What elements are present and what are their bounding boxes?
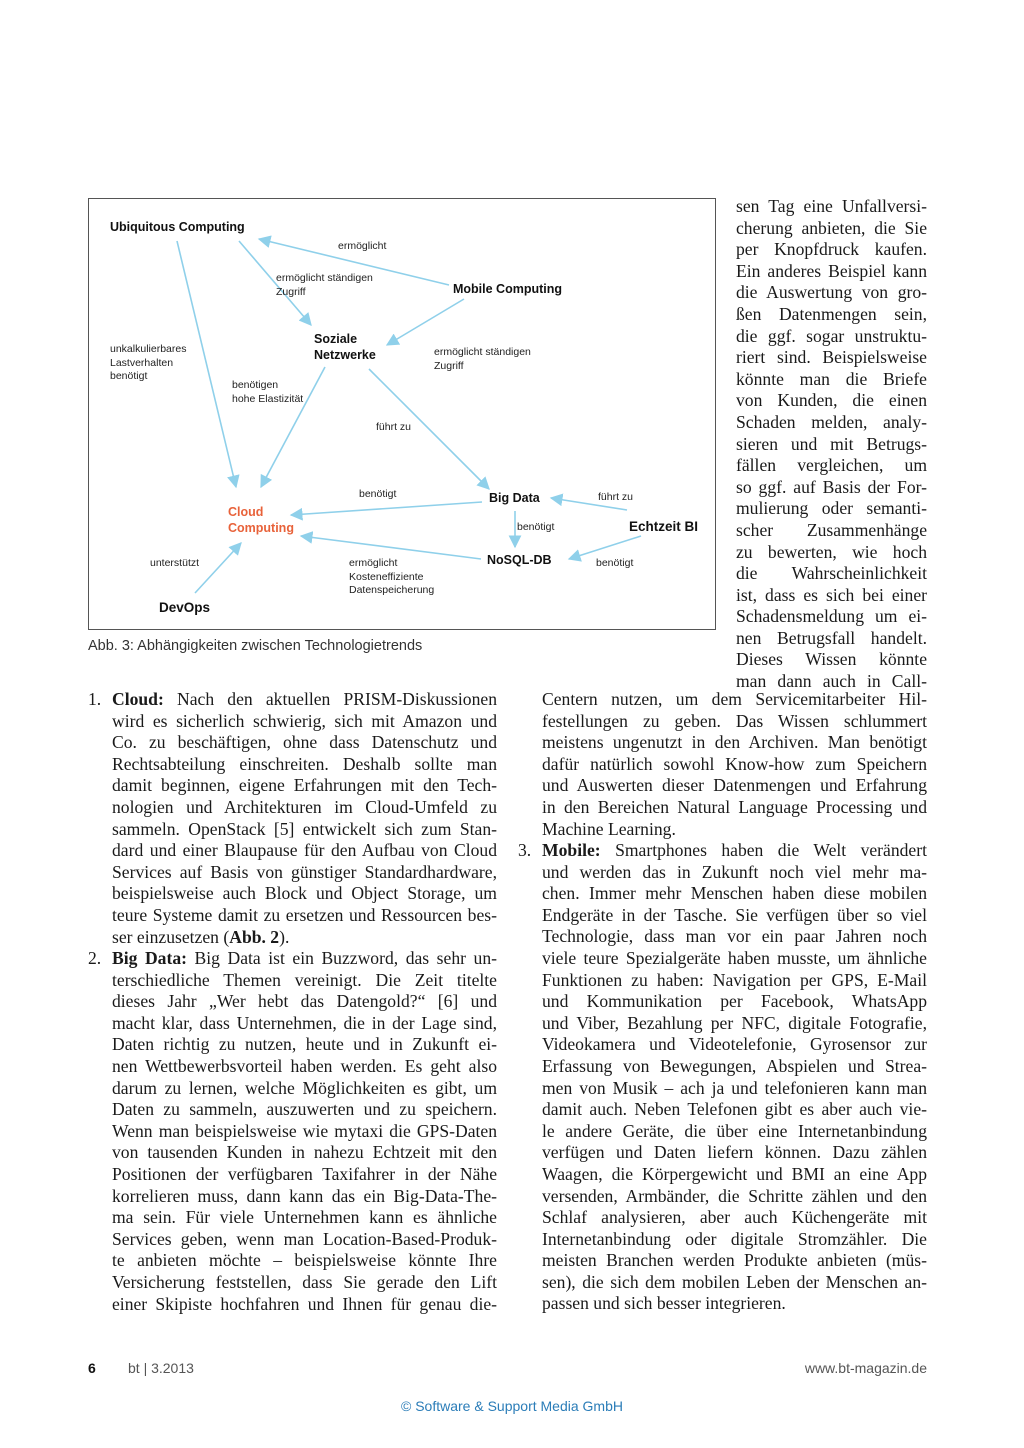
edge-label-elastizitaet-2: hohe Elastizität: [232, 392, 304, 405]
node-echtzeit-bi: Echtzeit BI: [629, 519, 699, 534]
text-line: passen und sich besser integrieren.: [542, 1293, 786, 1314]
text-line: Co. zu beschäftigen, ohne dass Datenschutz und: [112, 732, 497, 753]
text-line: die ggf. sogar unstruktu-: [736, 325, 927, 346]
arrow-mobile-to-soziale: [387, 299, 464, 345]
text-line: wird es sicherlich schwierig, sich mit Amazon und: [112, 710, 497, 731]
text-line: damit beginnen, eigene Erfahrungen mit den Tech-: [112, 775, 497, 796]
list-number: 1.: [88, 689, 102, 709]
edge-label-benoetigt-3: benötigt: [596, 557, 634, 569]
text-line: ser einzusetzen (: [112, 926, 230, 947]
text-line: sen), die sich dem mobilen Leben der Menschen an-: [542, 1271, 927, 1292]
text-line: einer Skipiste hochfahren und Ihnen für genau die-: [112, 1293, 497, 1314]
text-line: scher Zusammenhänge: [736, 519, 927, 540]
text-line: terschiedliche Themen vereinigt. Die Zeit titelte: [112, 969, 497, 990]
text-line: korrelieren muss, dann kann das ein Big-Data-The-: [112, 1185, 497, 1206]
text-line: die Auswertung von gro-: [736, 282, 927, 303]
text-line: nen Wettbewerbsvorteil haben werden. Es geht also: [112, 1055, 497, 1076]
text-line: Waagen, die Körpergewicht und BMI an eine App: [542, 1163, 927, 1184]
arrow-bigdata-to-cloud: [291, 502, 482, 515]
arrow-echtzeit-to-nosql: [569, 536, 641, 559]
page-number: 6: [88, 1360, 96, 1376]
text-line: Daten richtig zu nutzen, heute und in Zukunft ei-: [112, 1034, 497, 1055]
edge-label-zugriff-b-2: Zugriff: [434, 359, 464, 372]
text-line: Smartphones haben die Welt verändert: [615, 840, 927, 860]
text-line: die Wahrscheinlichkeit: [736, 563, 927, 584]
right-bottom-text: [542, 689, 927, 840]
text-line: dieses Jahr „Wer hebt das Datengold?“ [6] und: [112, 991, 497, 1012]
text-line: von Kunden, die einen: [736, 390, 927, 411]
text-line: Services auf Basis von günstiger Standardhardware,: [112, 861, 497, 882]
text-line: Dieses Wissen könnte: [736, 649, 927, 670]
figure-abb3: [88, 198, 716, 630]
text-line: ).: [279, 926, 290, 947]
edge-label-kosteneffizient-2: Kosteneffiziente: [349, 570, 424, 583]
text-line: Ein anderes Beispiel kann: [736, 260, 927, 281]
edge-label-lastverhalten: [110, 343, 186, 384]
text-line: sieren und mit Betrugs-: [736, 433, 927, 454]
edge-label-lastverhalten-2: Lastverhalten: [110, 356, 174, 369]
node-big-data: Big Data: [489, 491, 540, 505]
text-line: Schadensmeldung um ei-: [736, 606, 927, 627]
node-soziale-line-2: Netzwerke: [314, 348, 376, 362]
text-line: dafür natürlich sowohl Know-how zum Speichern: [542, 753, 927, 774]
node-cloud-computing: [228, 504, 294, 536]
edge-label-benoetigt-2: benötigt: [517, 521, 555, 533]
copyright-notice: © Software & Support Media GmbH: [401, 1398, 623, 1414]
text-line: Machine Learning.: [542, 818, 676, 839]
text-line: sammeln. OpenStack [5] entwickelt sich zum Stan-: [112, 818, 497, 839]
item-heading: Cloud:: [112, 689, 164, 709]
text-line: meistens ungenutzt in den Archiven. Man benötigt: [542, 732, 927, 753]
text-line: Endgeräte in der Tasche. Sie verfügen über so viel: [542, 904, 927, 925]
item-heading: Big Data:: [112, 948, 187, 968]
text-line: und Auswerten dieser Datenmengen und Erfahrung: [542, 775, 927, 796]
text-line: per Knopfdruck kaufen.: [736, 239, 927, 260]
node-soziale-netzwerke: [314, 331, 376, 363]
text-line: Rechtsabteilung einschreiten. Deshalb sollte man: [112, 753, 497, 774]
text-line: darum zu lernen, welche Möglichkeiten es gibt, um: [112, 1077, 497, 1098]
edge-label-fuehrt-zu-2: führt zu: [598, 491, 634, 503]
edge-label-lastverhalten-1: unkalkulierbares: [110, 343, 187, 355]
edge-label-zugriff-a: [276, 272, 373, 299]
text-line: riert sind. Beispielsweise: [736, 347, 927, 368]
text-line: Schlaf analysieren, aber auch Küchengeräte mit: [542, 1207, 927, 1228]
text-line: macht klar, dass Unternehmen, die in der Lage sind,: [112, 1012, 497, 1033]
website-link[interactable]: www.bt-magazin.de: [804, 1360, 927, 1376]
text-line: cherung anbieten, die Sie: [736, 217, 927, 238]
edge-label-zugriff-a-2: Zugriff: [276, 285, 306, 298]
text-line: und Viber, Bezahlung per NFC, digitale Fotografie,: [542, 1012, 927, 1033]
text-line: beispielsweise auch Block und Object Storage, um: [112, 883, 497, 904]
node-devops: DevOps: [159, 600, 211, 615]
text-line: Centern nutzen, um dem Servicemitarbeiter Hil-: [542, 689, 927, 709]
text-line: Wenn man beispielsweise wie mytaxi die GPS-Daten: [112, 1120, 497, 1141]
edge-label-lastverhalten-3: benötigt: [110, 370, 148, 382]
text-line: Positionen der verfügbaren Taxifahrer in der Nähe: [112, 1163, 497, 1184]
issue-label: bt | 3.2013: [128, 1360, 194, 1376]
node-mobile-computing: Mobile Computing: [453, 282, 563, 296]
text-line: Nach den aktuellen PRISM-Diskussionen: [177, 689, 497, 709]
text-line: Schaden melden, analy-: [736, 411, 927, 432]
edge-label-ermoeglicht: ermöglicht: [338, 240, 387, 252]
text-line: Videokamera und Videotelefonie, Gyrosensor zur: [542, 1034, 927, 1055]
right-top-text: [736, 196, 927, 693]
edge-label-elastizitaet: [232, 379, 303, 406]
text-line: Daten zu sammeln, auszuwerten und zu speichern.: [112, 1099, 497, 1120]
text-line: man dann auch in Call-: [736, 671, 927, 692]
text-line: so ggf. auf Basis der For-: [736, 476, 927, 497]
edge-label-fuehrt-zu-1: führt zu: [376, 421, 412, 433]
text-line: verfügen und Daten liefern können. Dazu zählen: [542, 1142, 927, 1163]
arrow-devops-to-cloud: [195, 543, 241, 593]
text-line: te anbieten möchte – beispielsweise könnte Ihre: [112, 1250, 497, 1271]
text-line: könnte man die Briefe: [736, 368, 927, 389]
list-number: 2.: [88, 948, 102, 968]
text-line: teure Systeme damit zu ersetzen und Ressourcen bes-: [112, 904, 497, 925]
text-line: Funktionen zu haben: Navigation per GPS, E-Mail: [542, 969, 927, 990]
arrow-nosql-to-cloud: [301, 536, 481, 559]
text-line: und Kommunikation per Facebook, WhatsApp: [542, 991, 927, 1012]
edge-label-zugriff-a-1: ermöglicht ständigen: [276, 272, 373, 284]
edge-label-benoetigt-1: benötigt: [359, 488, 397, 500]
edge-label-kosteneffizient: [349, 557, 434, 598]
text-line: Services geben, wenn man Location-Based-Produk-: [112, 1228, 497, 1249]
text-line: ma sein. Für viele Unternehmen kann es ähnliche: [112, 1207, 497, 1228]
text-line: nen Betrugsfall handelt.: [736, 627, 927, 648]
list-number: 3.: [518, 840, 532, 860]
edge-label-kosteneffizient-3: Datenspeicherung: [349, 584, 435, 596]
edge-label-elastizitaet-1: benötigen: [232, 379, 279, 391]
node-ubiquitous-computing: Ubiquitous Computing: [110, 220, 245, 234]
edge-label-zugriff-b-1: ermöglicht ständigen: [434, 346, 531, 358]
text-line: fällen vergleichen, um: [736, 455, 927, 476]
text-line: le andere Geräte, die über eine Internetanbindung: [542, 1120, 927, 1141]
figure-caption: Abb. 3: Abhängigkeiten zwischen Technologietrends: [88, 638, 423, 654]
text-line: viele teure Spezialgeräte haben musste, um ähnliche: [542, 947, 927, 968]
figure-ref-link[interactable]: Abb. 2: [229, 926, 280, 947]
text-line: ist, dass es sich bei einer: [736, 584, 927, 605]
text-line: men von Musik – ach ja und telefonieren kann man: [542, 1077, 927, 1098]
item-heading: Mobile:: [542, 840, 601, 860]
node-cloud-line-1: Cloud: [228, 505, 264, 519]
text-line: sen Tag eine Unfallversi-: [736, 196, 927, 216]
text-line: Erfassung von Bewegungen, Abspielen und Strea-: [542, 1055, 927, 1076]
text-line: ßen Datenmengen sein,: [736, 303, 927, 324]
text-line: Versicherung feststellen, dass Sie gerade den Lift: [112, 1271, 497, 1292]
text-line: zu bewerten, wie hoch: [736, 541, 927, 562]
text-line: in den Bereichen Natural Language Processing und: [542, 796, 927, 817]
text-line: damit auch. Neben Telefonen gibt es aber auch vie-: [542, 1099, 927, 1120]
text-line: Internetanbindung oder digitale Stromzähler. Die: [542, 1228, 927, 1249]
text-line: mulierung oder semanti-: [736, 498, 927, 519]
text-line: Big Data ist ein Buzzword, das sehr un-: [194, 948, 497, 968]
node-soziale-line-1: Soziale: [314, 332, 358, 346]
edge-label-unterstuetzt: unterstützt: [150, 557, 200, 569]
text-line: versenden, Armbänder, die Schritte zählen und den: [542, 1185, 927, 1206]
text-line: von tausenden Kunden in nahezu Echtzeit mit den: [112, 1142, 497, 1163]
text-line: dard und einer Blaupause für den Aufbau von Cloud: [112, 840, 497, 861]
text-line: Technologie, dass man vor ein paar Jahren noch: [542, 926, 927, 947]
edge-label-kosteneffizient-1: ermöglicht: [349, 557, 398, 569]
text-line: und werden das in Zukunft noch viel mehr ma-: [542, 861, 927, 882]
node-cloud-line-2: Computing: [228, 521, 294, 535]
edge-label-zugriff-b: [434, 346, 531, 373]
text-line: chen. Immer mehr Menschen haben diese mobilen: [542, 883, 927, 904]
text-line: festellungen zu geben. Das Wissen schlummert: [542, 710, 927, 731]
node-nosql-db: NoSQL-DB: [487, 553, 552, 567]
text-line: meisten Branchen werden Produkte anbieten (müs-: [542, 1250, 927, 1271]
text-line: nologien und Architekturen im Cloud-Umfeld zu: [112, 796, 497, 817]
